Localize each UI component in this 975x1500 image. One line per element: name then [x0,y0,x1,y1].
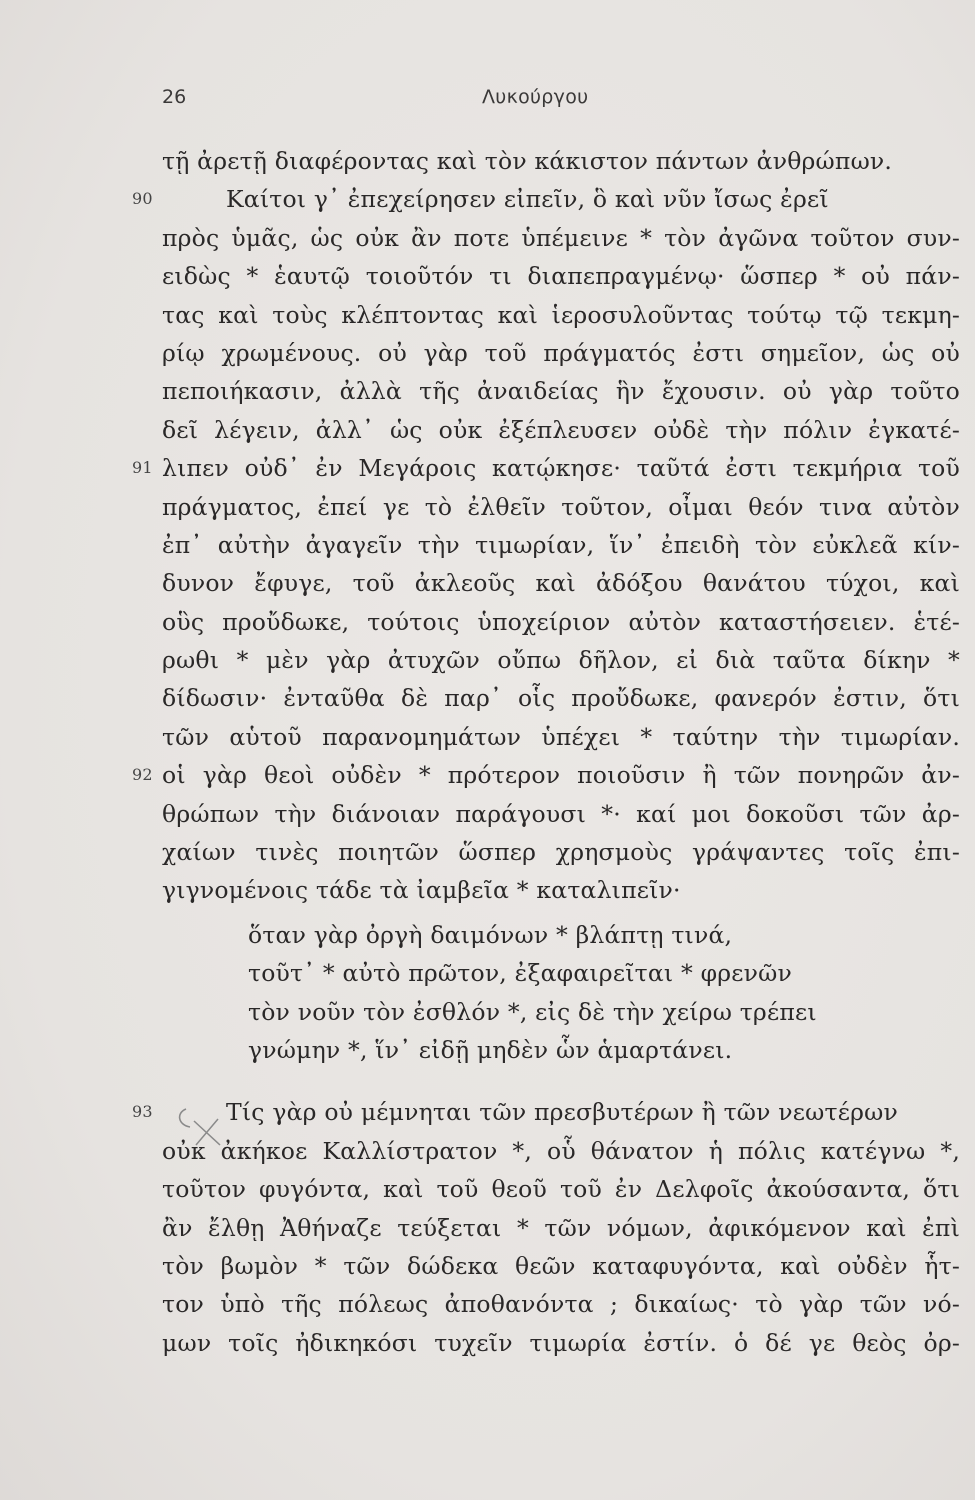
text-line [162,219,960,257]
text-line [162,142,960,180]
page-number: 26 [162,86,187,108]
text-line [162,679,960,717]
text-line [162,257,960,295]
page-header [162,86,962,116]
line-text: δυνον ἔφυγε, τοῦ ἀκλεοῦς καὶ ἀδόξου θανάτου τύχοι, καὶ [162,569,960,598]
text-line [162,916,960,954]
text-line [162,603,960,641]
line-text: δίδωσιν· ἐνταῦθα δὲ παρ᾽ οἷς προὔδωκε, φανερόν ἐστιν, ὅτι [162,684,960,713]
text-line [162,954,960,992]
line-text: Τίς γὰρ οὐ μέμνηται τῶν πρεσβυτέρων ἢ τῶν νεωτέρων [226,1098,898,1127]
section-number: 91 [132,458,153,478]
line-text: Καίτοι γ᾽ ἐπεχείρησεν εἰπεῖν, ὃ καὶ νῦν ἴσως ἐρεῖ [226,185,829,214]
text-line [162,641,960,679]
line-text: πράγματος, ἐπεί γε τὸ ἐλθεῖν τοῦτον, οἶμαι θεόν τινα αὐτὸν [162,492,960,521]
running-title: Λυκούργου [482,86,589,108]
body-text [132,142,960,1362]
line-text: τὸν νοῦν τὸν ἐσθλόν *, εἰς δὲ τὴν χείρω τρέπει [248,997,817,1026]
text-line [162,1031,960,1069]
line-text: οὐκ ἀκήκοε Καλλίστρατον *, οὗ θάνατον ἡ πόλις κατέγνω *, [162,1136,960,1165]
text-line [162,564,960,602]
text-line [162,1132,960,1170]
line-text: πεποιήκασιν, ἀλλὰ τῆς ἀναιδείας ἣν ἔχουσιν. οὐ γὰρ τοῦτο [162,377,960,406]
text-line [132,180,960,218]
line-text: γιγνομένοις τάδε τὰ ἰαμβεῖα * καταλιπεῖν· [162,876,681,905]
section-number: 93 [132,1102,153,1122]
line-text: τοῦτ᾽ * αὐτὸ πρῶτον, ἐξαφαιρεῖται * φρενῶν [248,959,792,988]
text-line [162,1324,960,1362]
text-line [162,833,960,871]
text-line [162,411,960,449]
text-line [162,526,960,564]
section-number: 92 [132,765,153,785]
text-line [162,372,960,410]
text-line [132,756,960,794]
line-text: οὓς προὔδωκε, τούτοις ὑποχείριον αὐτὸν καταστήσειεν. ἑτέ- [162,607,960,636]
line-text: χαίων τινὲς ποιητῶν ὥσπερ χρησμοὺς γράψαντες τοῖς ἐπι- [162,838,960,867]
line-text: τῇ ἀρετῇ διαφέροντας καὶ τὸν κάκιστον πάντων ἀνθρώπων. [162,147,893,175]
text-line [162,871,960,909]
line-text: τῶν αὑτοῦ παρανομημάτων ὑπέχει * ταύτην τὴν τιμωρίαν. [162,722,960,751]
text-line [162,718,960,756]
text-line [162,1209,960,1247]
line-text: ρωθι * μὲν γὰρ ἀτυχῶν οὔπω δῆλον, εἰ διὰ ταῦτα δίκην * [162,646,960,675]
text-line [162,1285,960,1323]
line-text: τὸν βωμὸν * τῶν δώδεκα θεῶν καταφυγόντα, καὶ οὐδὲν ἧτ- [162,1251,960,1280]
line-text: θρώπων τὴν διάνοιαν παράγουσι *· καί μοι δοκοῦσι τῶν ἀρ- [162,799,960,828]
line-text: πρὸς ὑμᾶς, ὡς οὐκ ἂν ποτε ὑπέμεινε * τὸν ἀγῶνα τοῦτον συν- [162,223,960,252]
section-number: 90 [132,189,153,209]
line-text: δεῖ λέγειν, ἀλλ᾽ ὡς οὐκ ἐξέπλευσεν οὐδὲ τὴν πόλιν ἐγκατέ- [162,415,960,444]
line-text: γνώμην *, ἵν᾽ εἰδῇ μηδὲν ὧν ἁμαρτάνει. [248,1035,733,1064]
text-line [162,488,960,526]
line-text: μων τοῖς ἠδικηκόσι τυχεῖν τιμωρία ἐστίν. ὁ δέ γε θεὸς ὀρ- [162,1328,960,1357]
text-line [132,449,960,487]
line-text: ἂν ἔλθῃ Ἀθήναζε τεύξεται * τῶν νόμων, ἀφικόμενον καὶ ἐπὶ [162,1213,960,1242]
line-text: ρίῳ χρωμένους. οὐ γὰρ τοῦ πράγματός ἐστι σημεῖον, ὡς οὐ [162,338,960,367]
line-text: τον ὑπὸ τῆς πόλεως ἀποθανόντα ; δικαίως· τὸ γὰρ τῶν νό- [162,1290,960,1319]
text-line [162,795,960,833]
line-text: ὅταν γὰρ ὀργὴ δαιμόνων * βλάπτῃ τινά, [248,920,733,949]
text-line [132,1093,960,1131]
line-text: τοῦτον φυγόντα, καὶ τοῦ θεοῦ τοῦ ἐν Δελφοῖς ἀκούσαντα, ὅτι [162,1175,960,1204]
text-line [162,296,960,334]
pencil-annotation-mark [172,1103,232,1147]
text-line [162,993,960,1031]
line-text: ειδὼς * ἑαυτῷ τοιοῦτόν τι διαπεπραγμένῳ· ὥσπερ * οὐ πάν- [162,262,960,291]
text-line [162,334,960,372]
line-text: λιπεν οὐδ᾽ ἐν Μεγάροις κατῴκησε· ταῦτά ἐστι τεκμήρια τοῦ [162,454,960,483]
line-text: τας καὶ τοὺς κλέπτοντας καὶ ἱεροσυλοῦντας τούτῳ τῷ τεκμη- [162,300,960,329]
text-line [162,1247,960,1285]
text-line [162,1170,960,1208]
line-text: ἐπ᾽ αὐτὴν ἀγαγεῖν τὴν τιμωρίαν, ἵν᾽ ἐπειδὴ τὸν εὐκλεᾶ κίν- [162,530,960,559]
line-text: οἱ γὰρ θεοὶ οὐδὲν * πρότερον ποιοῦσιν ἢ τῶν πονηρῶν ἀν- [162,761,960,790]
